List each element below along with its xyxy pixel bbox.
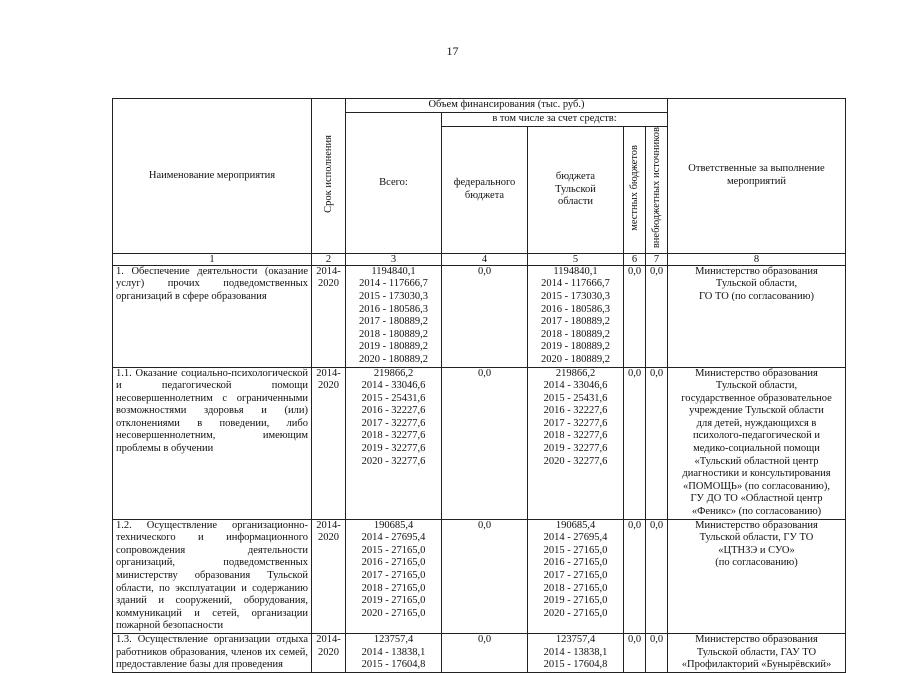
header-federal: федерального бюджета xyxy=(442,127,528,254)
total-line: 2017 - 27165,0 xyxy=(361,570,426,581)
header-including: в том числе за счет средств: xyxy=(442,113,668,127)
responsible-line: ГО ТО (по согласованию) xyxy=(698,290,815,302)
extra-cell: 0,0 xyxy=(646,633,668,672)
term-line: 2014- xyxy=(316,367,341,379)
total-line: 2020 - 32277,6 xyxy=(361,455,426,467)
federal-cell: 0,0 xyxy=(442,265,528,367)
regional-line: 1194840,1 xyxy=(553,265,598,277)
total-line: 219866,2 xyxy=(373,367,414,379)
term-line: 2020 xyxy=(318,646,339,658)
responsible-line: учреждение Тульской области xyxy=(689,405,824,417)
total-line: 2018 - 32277,6 xyxy=(361,430,426,442)
regional-line: 2016 - 27165,0 xyxy=(543,557,608,569)
table-row xyxy=(113,367,846,519)
term-cell xyxy=(312,265,346,367)
term-line: 2020 xyxy=(318,278,339,290)
regional-line: 2016 - 32227,6 xyxy=(543,405,608,417)
regional-line: 2020 - 180889,2 xyxy=(540,353,611,365)
term-cell xyxy=(312,519,346,633)
responsible-cell xyxy=(668,633,846,672)
header-local: местных бюджетов xyxy=(624,127,646,254)
regional-line: 2018 - 27165,0 xyxy=(543,582,608,594)
responsible-line: Тульской области, ГАУ ТО xyxy=(696,646,817,658)
responsible-line: Тульской области, xyxy=(715,278,798,290)
responsible-line: Министерство образования xyxy=(695,367,818,379)
regional-line: 2015 - 25431,6 xyxy=(543,392,608,404)
responsible-line: «Профилакторий «Бунырёвский» xyxy=(681,659,832,671)
total-line: 2020 - 180889,2 xyxy=(358,353,429,365)
total-line: 2019 - 180889,2 xyxy=(358,341,429,353)
total-line: 2014 - 13838,1 xyxy=(361,646,426,658)
regional-line: 2014 - 27695,4 xyxy=(543,532,608,544)
responsible-cell xyxy=(668,265,846,367)
regional-line: 2018 - 180889,2 xyxy=(540,328,611,340)
header-extra: внебюджетных источников xyxy=(646,127,668,254)
responsible-line: «Тульский областной центр xyxy=(694,455,819,467)
header-term: Срок исполнения xyxy=(312,99,346,254)
regional-line: 2014 - 117666,7 xyxy=(541,278,610,290)
regional-line: 2017 - 27165,0 xyxy=(543,570,608,581)
regional-cell xyxy=(528,633,624,672)
total-line: 2016 - 27165,0 xyxy=(361,557,426,569)
regional-line: 2014 - 13838,1 xyxy=(543,646,608,658)
regional-line: 2017 - 180889,2 xyxy=(540,316,611,328)
term-line: 2014- xyxy=(316,633,341,645)
regional-line: 123757,4 xyxy=(555,633,596,645)
regional-line: 2020 - 32277,6 xyxy=(543,455,608,467)
term-line: 2014- xyxy=(316,519,341,531)
total-line: 2018 - 180889,2 xyxy=(358,328,429,340)
table-row xyxy=(113,519,846,633)
col-number: 1 xyxy=(113,253,312,265)
responsible-line: «Феникс» (по согласованию) xyxy=(691,506,822,518)
responsible-line: «ЦТНЗЭ и СУО» xyxy=(718,544,795,556)
regional-line: 2019 - 180889,2 xyxy=(540,341,611,353)
table-row xyxy=(113,265,846,367)
total-line: 2014 - 117666,7 xyxy=(359,278,428,290)
responsible-line: Тульской области, xyxy=(715,380,798,392)
col-number: 8 xyxy=(668,253,846,265)
header-funding: Объем финансирования (тыс. руб.) xyxy=(346,99,668,113)
regional-line: 2015 - 27165,0 xyxy=(543,544,608,556)
total-line: 2020 - 27165,0 xyxy=(361,607,426,619)
regional-line: 190685,4 xyxy=(555,519,596,531)
term-line: 2020 xyxy=(318,532,339,544)
responsible-line: для детей, нуждающихся в xyxy=(696,417,817,429)
responsible-line: психолого-педагогической и xyxy=(692,430,821,442)
local-cell: 0,0 xyxy=(624,265,646,367)
total-line: 2015 - 17604,8 xyxy=(361,659,426,671)
federal-cell: 0,0 xyxy=(442,519,528,633)
activity-name: 1.1. Оказание социально-психологической и педагогической помощи несовершеннолетним с ограниченными возможностями здоровья и (или) отклонениями в поведении, либо несовершеннолетним, имеющим проблемы в обучении xyxy=(113,367,312,519)
responsible-cell xyxy=(668,519,846,633)
total-line: 2016 - 180586,3 xyxy=(358,303,429,315)
total-cell xyxy=(346,265,442,367)
page-number: 17 xyxy=(446,44,459,58)
responsible-line: диагностики и консультирования xyxy=(682,468,831,480)
extra-cell: 0,0 xyxy=(646,367,668,519)
table-row xyxy=(113,633,846,672)
federal-cell: 0,0 xyxy=(442,633,528,672)
responsible-line: «ПОМОЩЬ» (по согласованию), xyxy=(683,480,830,492)
total-line: 2015 - 25431,6 xyxy=(361,392,426,404)
responsible-line: Тульской области, ГУ ТО xyxy=(699,532,814,544)
col-number: 7 xyxy=(646,253,668,265)
col-number: 3 xyxy=(346,253,442,265)
total-cell xyxy=(346,519,442,633)
activity-name: 1. Обеспечение деятельности (оказание услуг) прочих подведомственных организаций в сфере образования xyxy=(113,265,312,367)
regional-line: 2019 - 32277,6 xyxy=(543,443,608,455)
funding-table xyxy=(112,98,846,673)
regional-line: 2019 - 27165,0 xyxy=(543,595,608,607)
responsible-line: государственное образовательное xyxy=(681,392,832,404)
col-number: 6 xyxy=(624,253,646,265)
extra-cell: 0,0 xyxy=(646,519,668,633)
responsible-cell xyxy=(668,367,846,519)
term-line: 2020 xyxy=(318,380,339,392)
col-number: 2 xyxy=(312,253,346,265)
total-line: 2017 - 32277,6 xyxy=(361,417,426,429)
responsible-line: Министерство образования xyxy=(695,265,818,277)
total-line: 2018 - 27165,0 xyxy=(361,582,426,594)
col-number: 5 xyxy=(528,253,624,265)
activity-name: 1.2. Осуществление организационно-технического и информационного сопровождения деятельности организаций, подведомственных министерству образования Тульской области, по эксплуатации и содержанию зданий и сооружений, оборудования, коммуникаций и сетей, организации пожарной безопасности xyxy=(113,519,312,633)
total-line: 2014 - 27695,4 xyxy=(361,532,426,544)
regional-line: 2015 - 173030,3 xyxy=(540,290,611,302)
total-line: 1194840,1 xyxy=(371,265,416,277)
local-cell: 0,0 xyxy=(624,367,646,519)
header-total: Всего: xyxy=(346,113,442,254)
total-cell xyxy=(346,367,442,519)
term-cell xyxy=(312,633,346,672)
regional-line: 2015 - 17604,8 xyxy=(543,659,608,671)
local-cell: 0,0 xyxy=(624,519,646,633)
regional-line: 2016 - 180586,3 xyxy=(540,303,611,315)
total-line: 190685,4 xyxy=(373,519,414,531)
header-responsible: Ответственные за выполнение мероприятий xyxy=(668,99,846,254)
responsible-line: (по согласованию) xyxy=(715,557,798,569)
total-line: 2019 - 32277,6 xyxy=(361,443,426,455)
total-cell xyxy=(346,633,442,672)
total-line: 2016 - 32227,6 xyxy=(361,405,426,417)
responsible-line: ГУ ДО ТО «Областной центр xyxy=(690,493,823,505)
regional-line: 2018 - 32277,6 xyxy=(543,430,608,442)
term-line: 2014- xyxy=(316,265,341,277)
responsible-line: Министерство образования xyxy=(695,519,818,531)
local-cell: 0,0 xyxy=(624,633,646,672)
header-regional: бюджета Тульской области xyxy=(528,127,624,254)
total-line: 123757,4 xyxy=(373,633,414,645)
regional-cell xyxy=(528,519,624,633)
col-number: 4 xyxy=(442,253,528,265)
extra-cell: 0,0 xyxy=(646,265,668,367)
responsible-line: медико-социальной помощи xyxy=(693,443,820,455)
regional-line: 2020 - 27165,0 xyxy=(543,607,608,619)
federal-cell: 0,0 xyxy=(442,367,528,519)
regional-cell xyxy=(528,265,624,367)
header-name: Наименование мероприятия xyxy=(113,99,312,254)
regional-line: 2014 - 33046,6 xyxy=(543,380,608,392)
regional-cell xyxy=(528,367,624,519)
total-line: 2014 - 33046,6 xyxy=(361,380,426,392)
responsible-line: Министерство образования xyxy=(695,633,818,645)
regional-line: 219866,2 xyxy=(555,367,596,379)
regional-line: 2017 - 32277,6 xyxy=(543,417,608,429)
total-line: 2015 - 27165,0 xyxy=(361,544,426,556)
activity-name: 1.3. Осуществление организации отдыха работников образования, членов их семей, предоставление базы для проведения xyxy=(113,633,312,672)
term-cell xyxy=(312,367,346,519)
total-line: 2017 - 180889,2 xyxy=(358,316,429,328)
total-line: 2019 - 27165,0 xyxy=(361,595,426,607)
total-line: 2015 - 173030,3 xyxy=(358,290,429,302)
